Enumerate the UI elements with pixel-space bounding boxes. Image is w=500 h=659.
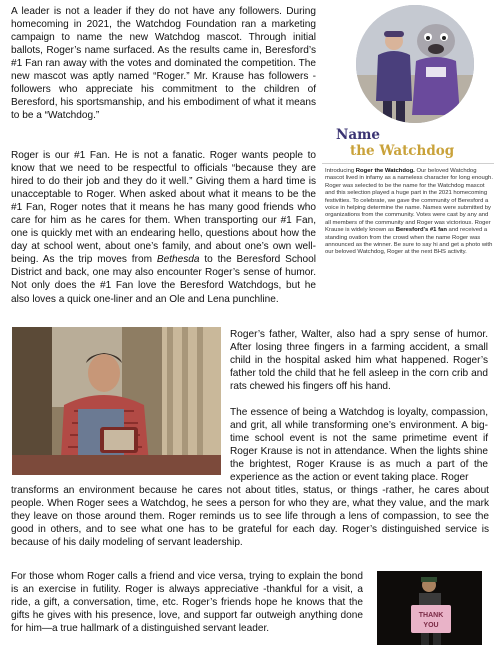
promo-divider	[322, 163, 494, 164]
paragraph-transforms-environment: transforms an environment because he cares not about titles, status, or things -rather, he cares about people. When Roger sees a Watchdog, he sees a person for who they are, what they value, and the mark they leave on those around them. Roger reminds us to see life through a lens of compassion, to see the good in others, and to see what one has to be grateful for each day. Roger’s distinguished service is because of his daily modeling of servant leadership.	[11, 485, 489, 549]
promo-text-end: and received a standing ovation from the crowd when the name Roger was announced as the winner. Be sure to say hi and get a photo with our beloved Watchdog, Roger at the next BHS activity.	[325, 227, 493, 256]
mascot-photo	[356, 5, 474, 123]
thank-you-sign-photo	[377, 571, 482, 645]
promo-heading-line1: Name	[336, 127, 380, 143]
roger-reading-illustration	[12, 327, 221, 475]
thank-you-sign-illustration	[377, 571, 482, 645]
promo-body-text	[325, 168, 493, 257]
name-the-watchdog-card	[322, 3, 494, 289]
paragraph-number-one-fan-part1: Roger is our #1 Fan. He is not a fanatic. Roger wants people to know that we need to be respectful to officials “because they are hired to do their job and they do it well.” Giving them a hard time is unacceptable to Roger. When asked about what it means to be the #1 Fan, Roger notes that it means he has many good friends who care for him as he cares for them. When transporting our #1 Fan, one is quickly met with an endearing hello, questions about how the day at school went, about one’s family, and about one’s own well-being. As the trip moves from	[11, 150, 316, 266]
promo-heading	[336, 127, 486, 159]
sign-text-line1: THANK	[418, 612, 444, 619]
paragraph-number-one-fan	[11, 149, 316, 306]
promo-text-intro: Introducing	[325, 168, 356, 174]
paragraph-essence-of-watchdog: The essence of being a Watchdog is loyalty, compassion, and grit, all while transforming one’s environment. A big-time school event is not the same primetime event if Roger Krause is not in attendance. When the lights shine the brightest, Roger Krause is as much a part of the experience as the action or event taking place. Roger	[230, 407, 488, 484]
promo-heading-line2: the Watchdog	[350, 143, 455, 159]
paragraph-number-one-fan-part2: to the Beresford School District and back, one may also encounter Roger’s sense of humor. Not only does the #1 Fan love the Beresford Watchdogs, but he also loves a quick one-liner and an Ole and Lena punchline.	[11, 254, 316, 305]
mascot-photo-illustration	[356, 5, 474, 123]
promo-text-fan: Beresford’s #1 fan	[395, 227, 447, 234]
promo-text-roger: Roger the Watchdog.	[355, 168, 415, 174]
paragraph-father-walter: Roger’s father, Walter, also had a spry sense of humor. After losing three fingers in a farming accident, a small child in the hospital asked him what happened. Roger’s father told the child that he fell asleep in the corn crib and rats chewed his fingers off his hand.	[230, 329, 488, 393]
sign-text-line2: YOU	[423, 622, 439, 629]
place-name-bethesda: Bethesda	[156, 254, 200, 266]
paragraph-mascot-campaign: A leader is not a leader if they do not have any followers. During homecoming in 2021, the Watchdog Foundation ran a marketing campaign to name the new Watchdog mascot. Through initial ballots, Roger’s name surfaced. As the results came in, Beresford’s #1 Fan ran away with the votes and dominated the competition. The new mascot was aptly named “Roger.” Mr. Krause has followers -followers who appreciate his commitment to the children of Beresford, his sportsmanship, and his embodiment of what it means to be a “Watchdog.”	[11, 6, 316, 122]
promo-text-middle: Our beloved Watchdog mascot lived in infamy as a nameless character for long enough. Roger was selected to be the name for the Watchdog mascot and this selection played a huge part in the 2021 homecoming festivities. To celebrate, we gave the community of Beresford a voice in helping determine the name. Names were submitted by organizations from the community. Votes were cast by any and all members of the community and Roger was victorious. Roger Krause is widely known as	[325, 168, 493, 234]
paragraph-friendship: For those whom Roger calls a friend and vice versa, trying to explain the bond is an exercise in futility. Roger is always appreciative -thankful for a visit, a ride, a gift, a conversation, time, etc. Roger’s friends hope he knows that the gifts he gives with his presence, love, and support far outweigh anything done for him—a true hallmark of a distinguished servant leader.	[11, 571, 363, 635]
roger-reading-photo	[12, 327, 221, 475]
